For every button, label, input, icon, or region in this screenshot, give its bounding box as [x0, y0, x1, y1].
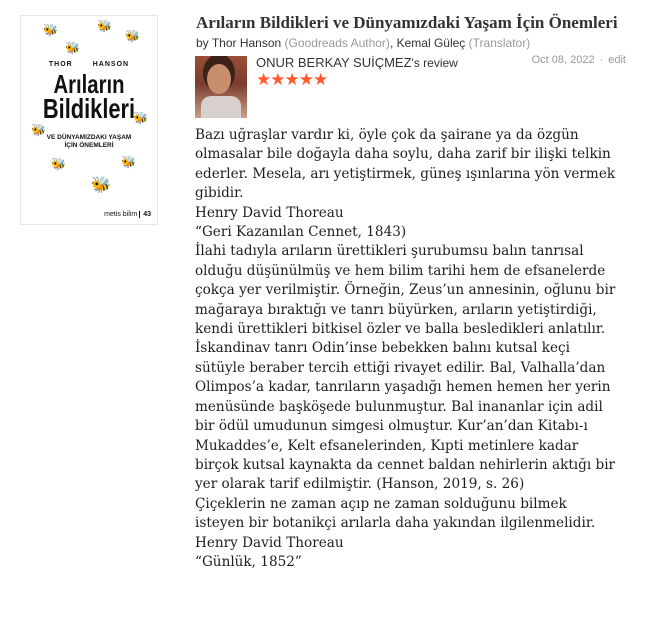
review-line: Olimpos’a kadar, tanrıların yaşadığı hemen hemen her yerin	[195, 379, 611, 396]
by-label: by	[196, 36, 209, 50]
review-line: sütüyle beraber tercih ettiği rivayet edilir. Bal, Valhalla’dan	[195, 359, 606, 376]
star-icon: ★★★★★	[256, 70, 328, 89]
review-line: Henry David Thoreau	[195, 534, 344, 551]
author-role: (Goodreads Author)	[284, 36, 390, 50]
review-line: mağaraya bıraktığı ve tanrı büyürken, arıların yetiştirdiği,	[195, 301, 597, 318]
review-line: birçok kutsal kaynakta da cennet baldan nehirlerin aktığı bir	[195, 456, 616, 473]
bee-icon: 🐝	[43, 23, 58, 37]
cover-title-line2: Bildikleri	[42, 93, 136, 124]
book-cover[interactable]	[20, 15, 158, 225]
review-line: gibidir.	[195, 185, 244, 202]
book-title-link[interactable]: Arıların Bildikleri ve Dünyamızdaki Yaşam İçin Önemleri	[196, 13, 618, 32]
review-line: bir ödül umudunun simgesi olmuştur. Kur’an’dan Kitabı-ı	[195, 418, 588, 435]
review-line: olduğu düşünülmüş ve hem bilim tarihi hem de efsanelerde	[195, 262, 606, 279]
review-line: Henry David Thoreau	[195, 204, 344, 221]
review-line: Bazı uğraşlar vardır ki, öyle çok da şairane ya da özgün	[195, 127, 579, 143]
review-date-link[interactable]: Oct 08, 2022	[531, 54, 595, 66]
reviewer-heading	[256, 55, 458, 70]
review-line: Çiçeklerin ne zaman açıp ne zaman solduğunu bilmek	[195, 495, 567, 512]
review-suffix: 's review	[411, 56, 458, 70]
review-line: çokça yer verilmiştir. Örneğin, Zeus’un annesinin, oğlunu bir	[195, 282, 616, 299]
edit-link[interactable]: edit	[608, 54, 626, 66]
review-line: yer olarak tarif edilmiştir. (Hanson, 2019, s. 26)	[195, 476, 525, 493]
review-line: ederler. Mesela, arı yetiştirmek, güneş ışınlarına yön vermek	[195, 165, 616, 182]
review-line: İskandinav tanrı Odin’inse bebekken balını kutsal keçi	[195, 340, 571, 357]
bee-icon: 🐝	[31, 123, 46, 137]
bee-icon: 🐝	[125, 29, 140, 43]
author-link[interactable]: Thor Hanson	[211, 36, 282, 50]
cover-subtitle: VE DÜNYAMIZDAKI YAŞAM İÇİN ÖNEMLERİ	[46, 134, 132, 149]
review-line: isteyen bir botanikçi arılarla daha yakından ilgilenmelidir.	[195, 515, 596, 532]
review-line: olmasalar bile doğayla daha soylu, daha zarif bir ilişki telkin	[195, 146, 611, 163]
book-byline: by Thor Hanson (Goodreads Author), Kemal Güleç (Translator)	[196, 36, 531, 50]
reviewer-avatar[interactable]	[195, 56, 247, 118]
cover-publisher: metis bilim 43	[104, 211, 151, 218]
review-line: Mukaddes’e, Kelt efsanelerinden, Kıpti metinlere kadar	[195, 437, 579, 454]
cover-title-line1: Arıların	[53, 69, 125, 99]
review-text	[195, 126, 635, 572]
cover-author: THOR HANSON	[48, 61, 130, 68]
review-line: “Günlük, 1852”	[195, 553, 302, 570]
review-line: İlahi tadıyla arıların ürettikleri şurubumsu balın tanrısal	[195, 243, 584, 260]
bee-icon: 🐝	[91, 177, 111, 194]
bee-icon: 🐝	[97, 19, 112, 33]
translator-link[interactable]: Kemal Güleç	[396, 36, 466, 50]
bee-icon: 🐝	[51, 157, 66, 171]
translator-role: (Translator)	[468, 36, 531, 50]
reviewer-name-link[interactable]: ONUR BERKAY SUİÇMEZ	[256, 55, 412, 70]
review-line: kendi ürettikleri bitkisel özler ve balla besledikleri anlatılır.	[195, 321, 606, 338]
bee-icon: 🐝	[65, 41, 80, 55]
review-line: menüsünde başköşede bulunmuştur. Bal inananlar için adil	[195, 398, 603, 415]
bee-icon: 🐝	[133, 111, 148, 125]
review-meta: Oct 08, 2022 · edit	[531, 54, 626, 66]
review-line: “Geri Kazanılan Cennet, 1843)	[195, 224, 407, 241]
bee-icon: 🐝	[121, 155, 136, 169]
